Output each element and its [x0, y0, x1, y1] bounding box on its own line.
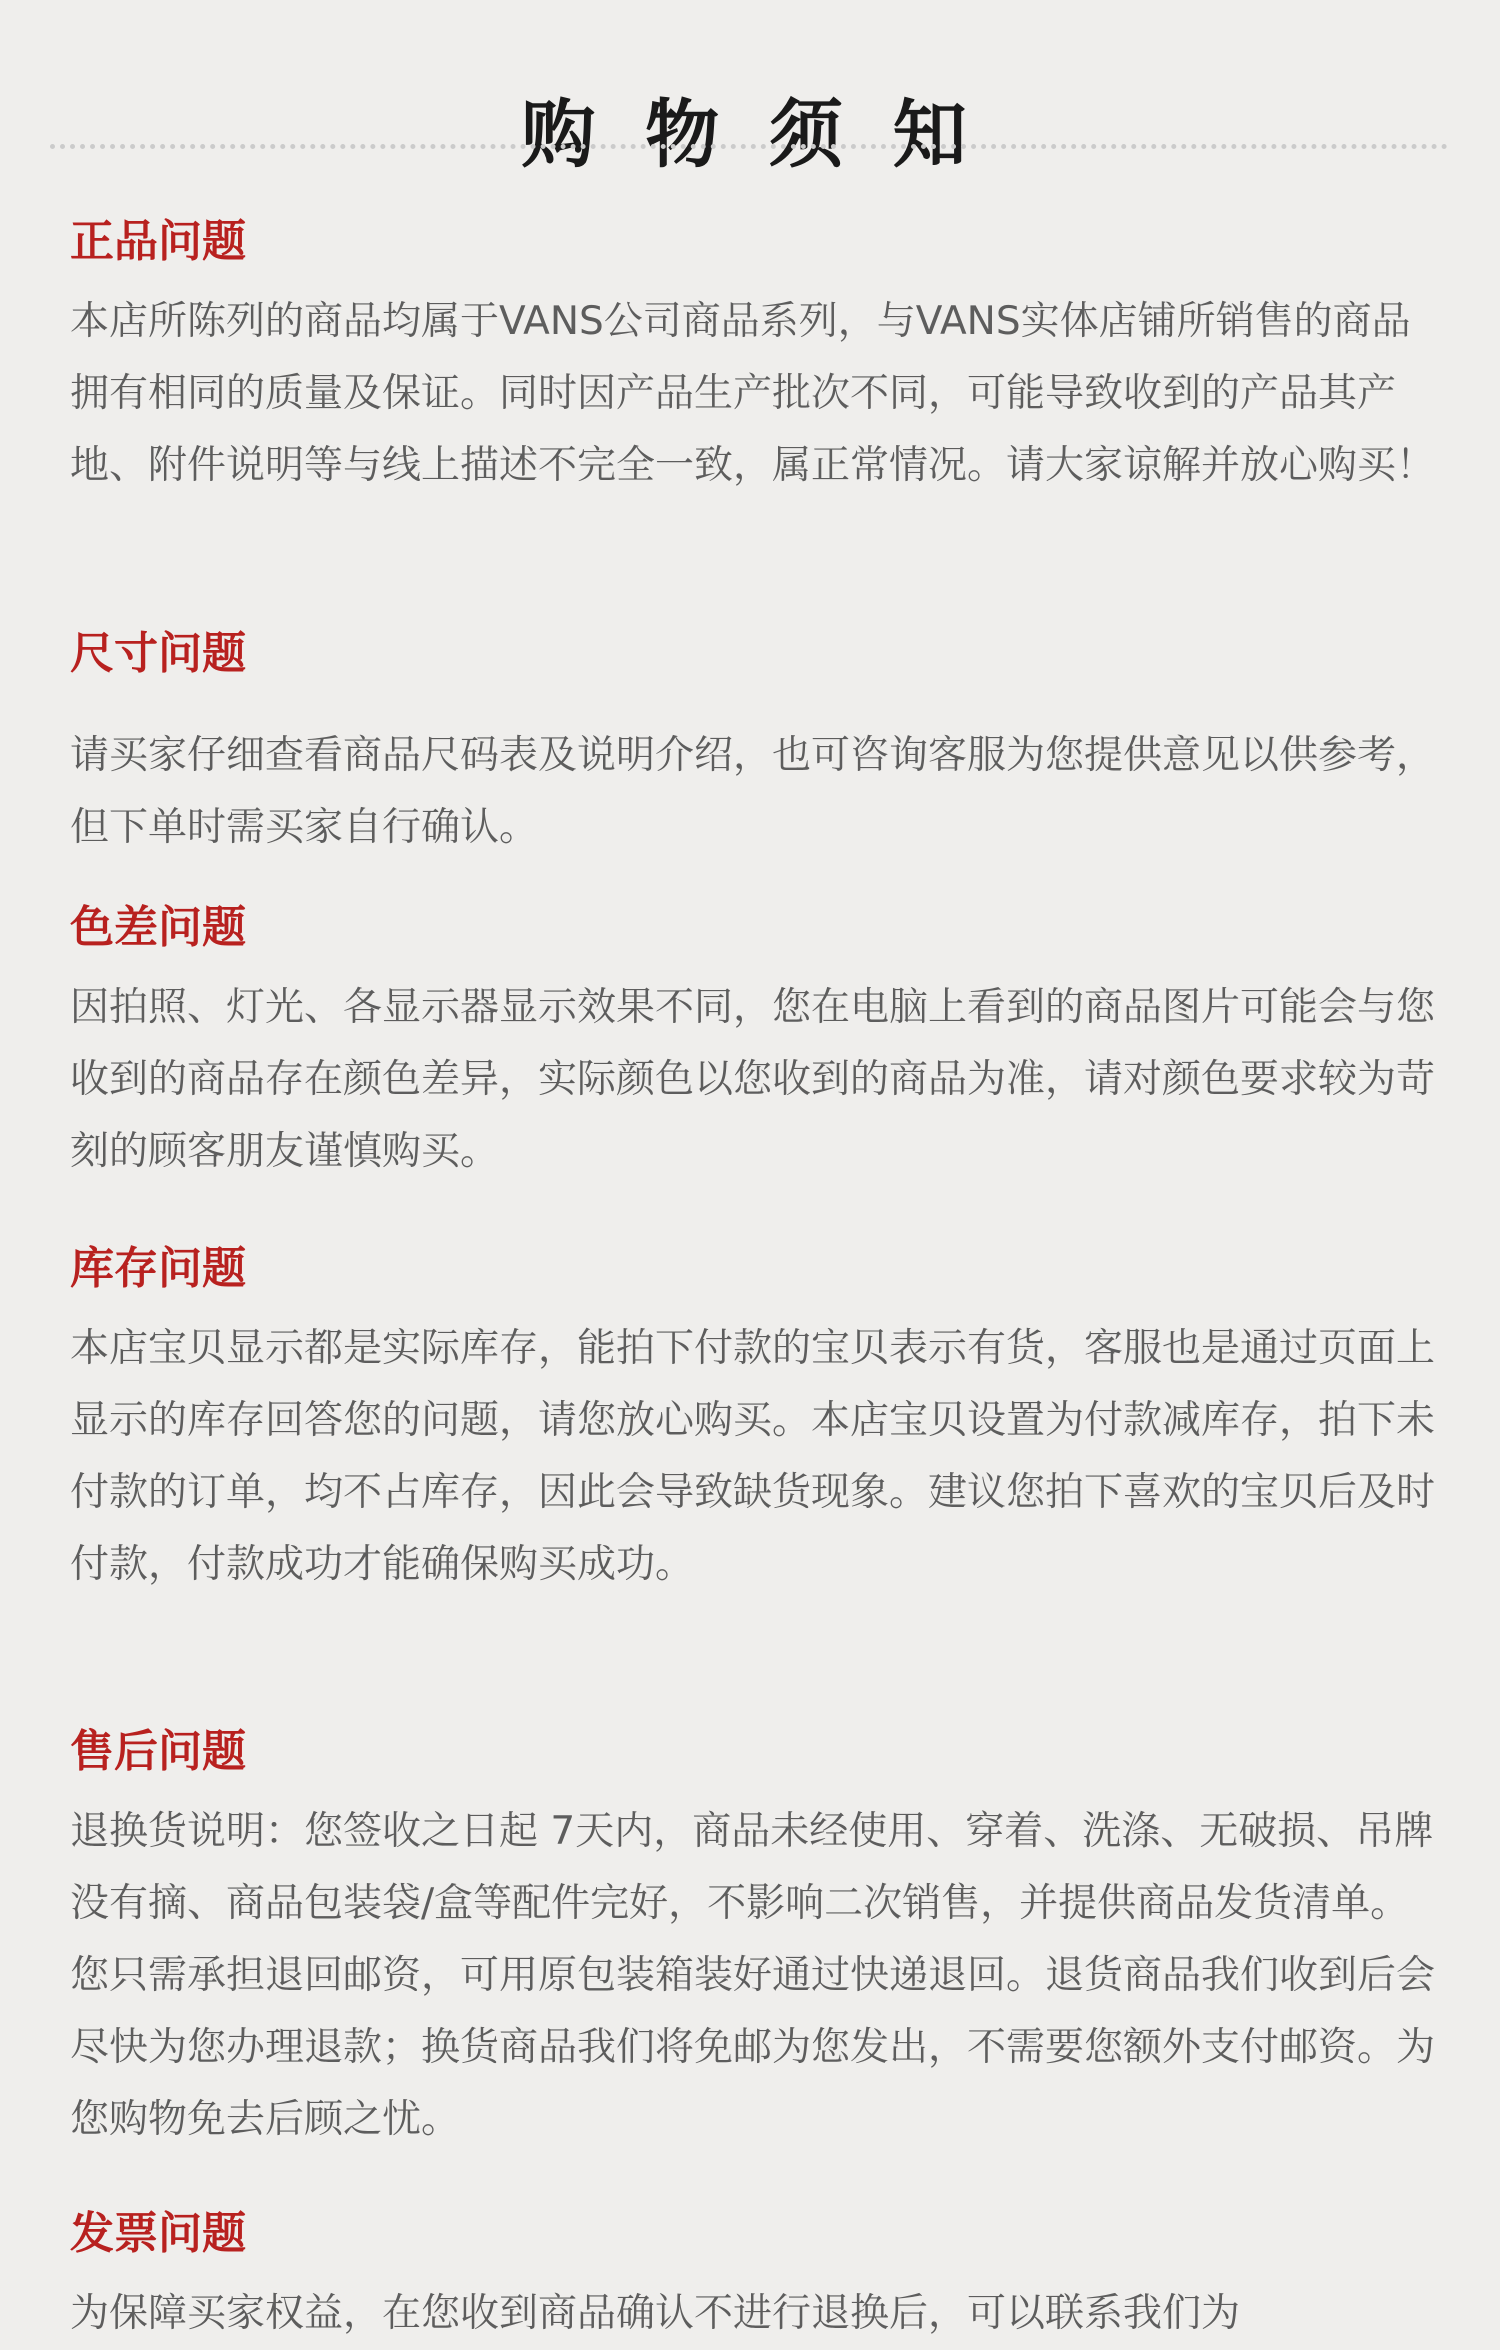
section-body: 因拍照、灯光、各显示器显示效果不同，您在电脑上看到的商品图片可能会与您收到的商品存在颜色差异，实际颜色以您收到的商品为准，请对颜色要求较为苛刻的顾客朋友谨慎购买。	[70, 985, 1436, 1174]
section-heading: 售后问题	[70, 1726, 246, 1777]
section-size	[70, 626, 1440, 864]
section-invoice	[70, 2206, 1440, 2350]
section-body: 请买家仔细查看商品尺码表及说明介绍，也可咨询客服为您提供意见以供参考，但下单时需买家自行确认。	[70, 733, 1436, 850]
title-divider	[50, 144, 1448, 149]
section-body: 本店宝贝显示都是实际库存，能拍下付款的宝贝表示有货，客服也是通过页面上显示的库存回答您的问题，请您放心购买。本店宝贝设置为付款减库存，拍下未付款的订单，均不占库存，因此会导致缺货现象。建议您拍下喜欢的宝贝后及时付款，付款成功才能确保购买成功。	[70, 1326, 1436, 1587]
section-heading: 发票问题	[70, 2208, 246, 2259]
page-title: 购 物 须 知	[521, 91, 979, 178]
section-stock	[70, 1241, 1440, 1601]
section-body: 本店所陈列的商品均属于VANS公司商品系列，与VANS实体店铺所销售的商品拥有相同的质量及保证。同时因产品生产批次不同，可能导致收到的产品其产地、附件说明等与线上描述不完全一致，属正常情况。请大家谅解并放心购买！	[70, 299, 1436, 488]
section-heading: 色差问题	[70, 902, 246, 953]
section-heading: 正品问题	[70, 216, 246, 267]
section-color-difference	[70, 900, 1440, 1188]
section-after-sales	[70, 1724, 1440, 2156]
section-body: 退换货说明：您签收之日起 7天内，商品未经使用、穿着、洗涤、无破损、吊牌没有摘、商品包装袋/盒等配件完好，不影响二次销售，并提供商品发货清单。您只需承担退回邮资，可用原包装箱装好通过快递退回。退货商品我们收到后会尽快为您办理退款；换货商品我们将免邮为您发出，不需要您额外支付邮资。为您购物免去后顾之忧。	[70, 1809, 1436, 2142]
section-genuine	[70, 214, 1440, 502]
section-body: 为保障买家权益，在您收到商品确认不进行退换后，可以联系我们为	[70, 2291, 1241, 2336]
section-heading: 尺寸问题	[70, 628, 246, 679]
section-heading: 库存问题	[70, 1243, 246, 1294]
